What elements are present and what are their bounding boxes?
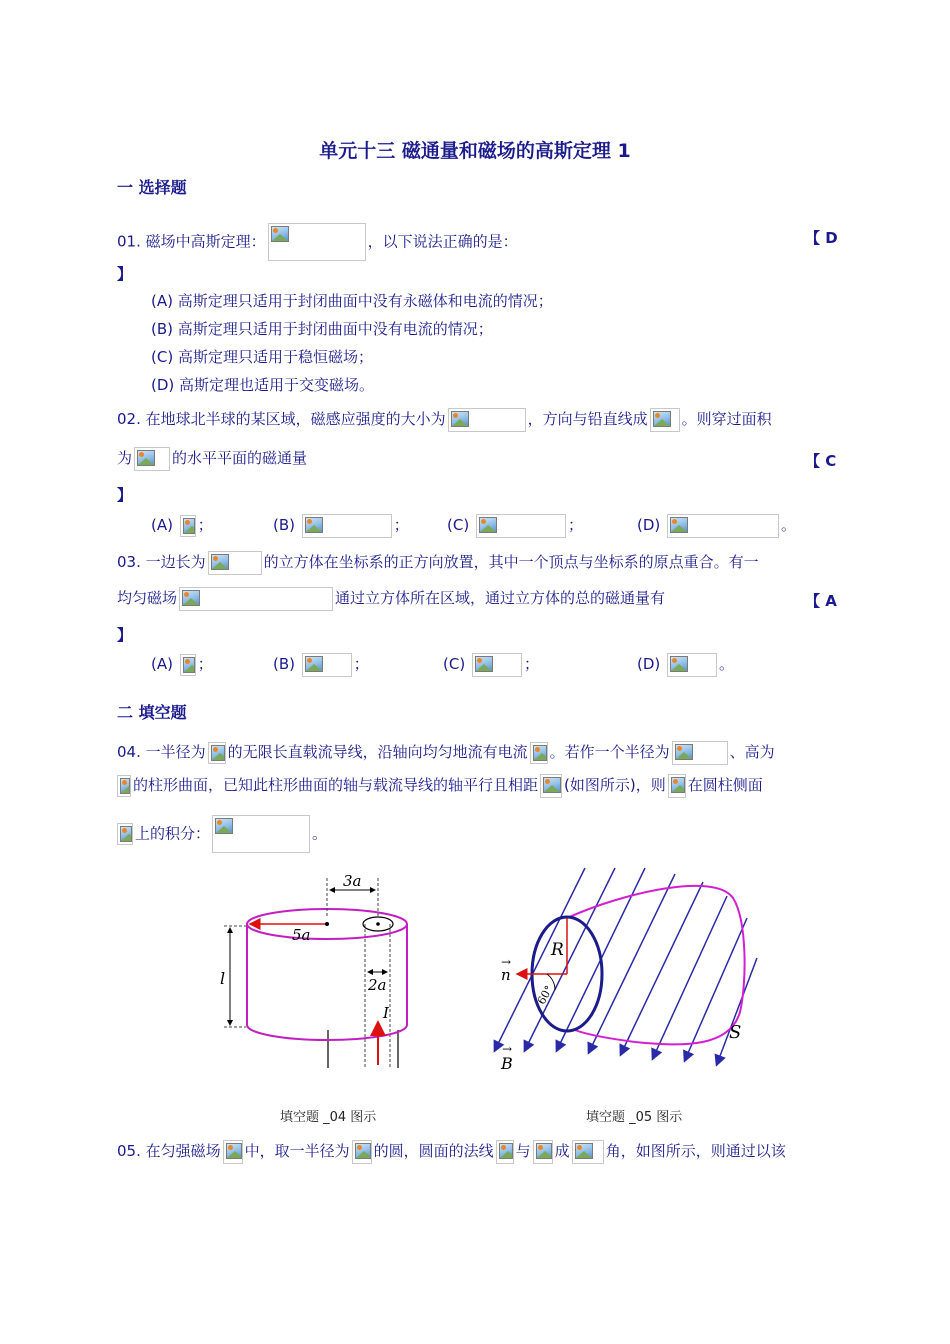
label-5a: 5a — [292, 926, 311, 944]
question-03-stem-line2 — [117, 586, 665, 610]
q02-opt-d-label: (D) — [637, 516, 661, 534]
q03-option-c — [443, 652, 539, 676]
q03-text-a: 03. 一边长为 — [117, 553, 206, 571]
formula-image-icon — [667, 653, 717, 677]
q02-option-d — [637, 513, 796, 537]
wire-center-dot — [376, 922, 380, 926]
q03-option-a — [151, 652, 213, 676]
q02-end: 。 — [781, 516, 797, 534]
figure-05-caption: 填空题 _05 图示 — [586, 1110, 683, 1125]
q03-text-b: 的立方体在坐标系的正方向放置，其中一个顶点与坐标系的原点重合。有一 — [263, 553, 759, 571]
page-title: 单元十三 磁通量和磁场的高斯定理 1 — [319, 140, 631, 162]
figure-05-field — [485, 862, 765, 1082]
question-04-line1 — [117, 740, 775, 764]
q01-option-c: (C) 高斯定理只适用于稳恒磁场； — [151, 348, 373, 366]
q05-text-d: 与 — [515, 1142, 531, 1160]
q05-text-f: 角，如图所示，则通过以该 — [605, 1142, 786, 1160]
q04-text-c: 。若作一个半径为 — [549, 743, 670, 761]
formula-image-icon — [530, 742, 548, 764]
formula-image-icon — [302, 514, 392, 538]
formula-image-icon — [667, 514, 779, 538]
field-line — [653, 896, 727, 1058]
q01-text-b: ，以下说法正确的是： — [367, 232, 518, 251]
question-02-stem-line1 — [117, 407, 772, 431]
q03-end: 。 — [719, 655, 735, 673]
label-2a: 2a — [368, 976, 387, 994]
q01-option-d: (D) 高斯定理也适用于交变磁场。 — [151, 376, 375, 394]
label-60: 60° — [534, 983, 556, 1007]
q03-option-d — [637, 652, 734, 676]
q03-opt-c-label: (C) — [443, 655, 466, 673]
q05-text-e: 成 — [554, 1142, 570, 1160]
q03-sep: ； — [197, 655, 213, 673]
formula-image-icon — [268, 223, 366, 261]
cylinder-center-dot — [325, 922, 329, 926]
q02-text-b: ，方向与铅直线成 — [527, 410, 648, 428]
q04-text-h: 上的积分： — [135, 824, 211, 843]
formula-image-icon — [352, 1140, 372, 1164]
q04-text-a: 04. 一半径为 — [117, 743, 206, 761]
question-03-stem-line1 — [117, 550, 759, 574]
question-01-stem — [117, 223, 518, 251]
q02-answer: 【 C — [805, 452, 837, 470]
q02-option-a — [151, 513, 213, 537]
q03-opt-b-label: (B) — [273, 655, 295, 673]
q02-option-c — [447, 513, 583, 537]
q02-text-e: 的水平平面的磁通量 — [172, 449, 308, 467]
q01-option-a: (A) 高斯定理只适用于封闭曲面中没有永磁体和电流的情况； — [151, 292, 553, 310]
q03-sep: ； — [353, 655, 369, 673]
q05-text-c: 的圆，圆面的法线 — [373, 1142, 494, 1160]
q03-opt-a-label: (A) — [151, 655, 173, 673]
formula-image-icon — [117, 775, 131, 797]
q02-opt-c-label: (C) — [447, 516, 470, 534]
formula-image-icon — [117, 823, 133, 845]
q03-text-c: 均匀磁场 — [117, 589, 178, 607]
q04-text-d: 、高为 — [729, 743, 775, 761]
q04-text-f: (如图所示)，则 — [564, 776, 666, 794]
question-05-line1 — [117, 1139, 786, 1163]
section-heading-fill: 二 填空题 — [117, 703, 187, 722]
q01-text-a: 01. 磁场中高斯定理： — [117, 232, 266, 251]
q03-answer-close: 】 — [117, 626, 133, 644]
label-3a: 3a — [343, 872, 362, 890]
q04-text-b: 的无限长直载流导线，沿轴向均匀地流有电流 — [227, 743, 528, 761]
formula-image-icon — [208, 551, 262, 575]
label-B: B — [501, 1054, 513, 1073]
formula-image-icon — [223, 1140, 243, 1164]
formula-image-icon — [472, 653, 522, 677]
question-04-line2 — [117, 773, 763, 797]
label-n: n — [501, 966, 511, 984]
q02-answer-close: 】 — [117, 486, 133, 504]
formula-image-icon — [302, 653, 352, 677]
q02-opt-a-label: (A) — [151, 516, 173, 534]
q02-text-c: 。则穿过面积 — [681, 410, 772, 428]
q01-option-b: (B) 高斯定理只适用于封闭曲面中没有电流的情况； — [151, 320, 493, 338]
q02-sep: ； — [197, 516, 213, 534]
formula-image-icon — [180, 515, 196, 537]
field-line — [621, 882, 703, 1054]
q04-text-i: 。 — [312, 824, 328, 843]
formula-image-icon — [650, 408, 680, 432]
formula-image-icon — [179, 587, 333, 611]
q05-text-a: 05. 在匀强磁场 — [117, 1142, 221, 1160]
q01-answer: 【 D — [805, 229, 838, 247]
label-S: S — [729, 1022, 742, 1043]
q02-text-a: 02. 在地球北半球的某区域，磁感应强度的大小为 — [117, 410, 446, 428]
formula-image-icon — [476, 514, 566, 538]
figure-04-caption: 填空题 _04 图示 — [280, 1110, 377, 1125]
formula-image-icon — [540, 774, 562, 798]
q02-option-b — [273, 513, 409, 537]
q03-sep: ； — [523, 655, 539, 673]
figure-04-cylinder — [210, 860, 440, 1070]
q01-answer-close: 】 — [117, 265, 133, 283]
formula-image-icon — [496, 1140, 514, 1164]
label-R: R — [551, 940, 564, 960]
question-04-line3 — [117, 815, 328, 843]
formula-image-icon — [668, 774, 686, 798]
label-l: l — [220, 969, 226, 988]
formula-image-icon — [672, 741, 728, 765]
section-heading-choice: 一 选择题 — [117, 178, 187, 197]
q05-text-b: 中，取一半径为 — [244, 1142, 350, 1160]
q03-text-d: 通过立方体所在区域，通过立方体的总的磁通量有 — [335, 589, 666, 607]
formula-image-icon — [212, 815, 310, 853]
q03-opt-d-label: (D) — [637, 655, 661, 673]
formula-image-icon — [572, 1140, 604, 1164]
q02-opt-b-label: (B) — [273, 516, 295, 534]
q02-text-d: 为 — [117, 449, 133, 467]
label-I: I — [383, 1004, 389, 1022]
vector-bar-n: → — [501, 955, 512, 969]
q04-text-g: 在圆柱侧面 — [687, 776, 763, 794]
formula-image-icon — [180, 654, 196, 676]
q03-answer: 【 A — [805, 592, 837, 610]
q02-sep: ； — [567, 516, 583, 534]
formula-image-icon — [448, 408, 526, 432]
question-02-stem-line2 — [117, 446, 307, 470]
q03-option-b — [273, 652, 369, 676]
formula-image-icon — [533, 1140, 553, 1164]
vector-bar-B: → — [502, 1042, 513, 1056]
formula-image-icon — [134, 447, 170, 471]
q04-text-e: 的柱形曲面，已知此柱形曲面的轴与载流导线的轴平行且相距 — [133, 776, 539, 794]
formula-image-icon — [208, 742, 226, 764]
q02-sep: ； — [393, 516, 409, 534]
